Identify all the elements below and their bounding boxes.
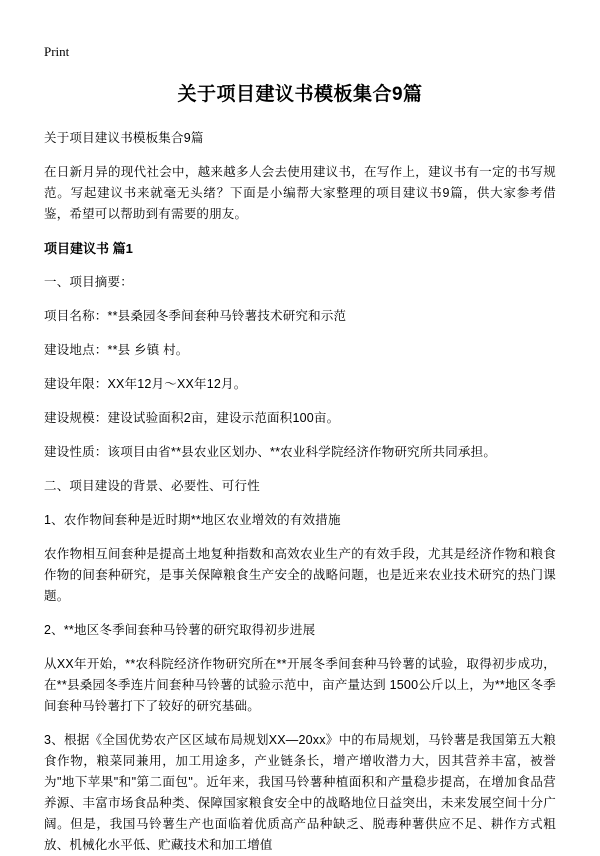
section-heading: 项目建议书 篇1 <box>44 241 133 256</box>
paragraph: 从XX年开始，**农科院经济作物研究所在**开展冬季间套种马铃薯的试验，取得初步成功，在**县桑园冬季连片间套种马铃薯的试验示范中，亩产量达到 1500公斤以上，为**地区冬季间套种马铃薯打下了较好的研究基础。 <box>44 657 556 713</box>
paragraph: 建设规模：建设试验面积2亩，建设示范面积100亩。 <box>44 411 340 425</box>
page-title: 关于项目建议书模板集合9篇 <box>177 84 423 105</box>
paragraph: 2、**地区冬季间套种马铃薯的研究取得初步进展 <box>44 623 316 637</box>
paragraph: 建设性质：该项目由省**县农业区划办、**农业科学院经济作物研究所共同承担。 <box>44 445 497 459</box>
paragraph: 一、项目摘要： <box>44 275 133 289</box>
document-body <box>44 128 556 856</box>
paragraph: 1、农作物间套种是近时期**地区农业增效的有效措施 <box>44 513 341 527</box>
paragraph: 在日新月异的现代社会中，越来越多人会去使用建议书，在写作上，建议书有一定的书写规范。写起建议书来就毫无头绪？下面是小编帮大家整理的项目建议书9篇，供大家参考借鉴，希望可以帮助到有需要的朋友。 <box>44 165 556 221</box>
paragraph: 农作物相互间套种是提高土地复种指数和高效农业生产的有效手段，尤其是经济作物和粮食作物的间套种研究，是事关保障粮食生产安全的战略问题，也是近来农业技术研究的热门课题。 <box>44 547 556 603</box>
paragraph: 项目名称：**县桑园冬季间套种马铃薯技术研究和示范 <box>44 309 347 323</box>
paragraph: 二、项目建设的背景、必要性、可行性 <box>44 479 260 493</box>
paragraph: 3、根据《全国优势农产区区域布局规划XX—20xx》中的布局规划，马铃薯是我国第五大粮食作物，粮菜同兼用，加工用途多，产业链条长，增产增收潜力大，因其营养丰富，被誉为"地下苹果"和"第二面包"。近年来，我国马铃薯种植面积和产量稳步提高，在增加食品营养源、丰富市场食品种类、保障国家粮食安全中的战略地位日益突出，未来发展空间十分广阔。但是，我国马铃薯生产也面临着优质高产品种缺乏、脱毒种薯供应不足、耕作方式粗放、机械化水平低、贮藏技术和加工增值 <box>44 733 556 852</box>
paragraph: 建设年限：XX年12月～XX年12月。 <box>44 377 247 391</box>
print-button[interactable]: Print <box>44 44 70 59</box>
paragraph: 关于项目建议书模板集合9篇 <box>44 131 204 145</box>
paragraph: 建设地点：**县 乡镇 村。 <box>44 343 189 357</box>
